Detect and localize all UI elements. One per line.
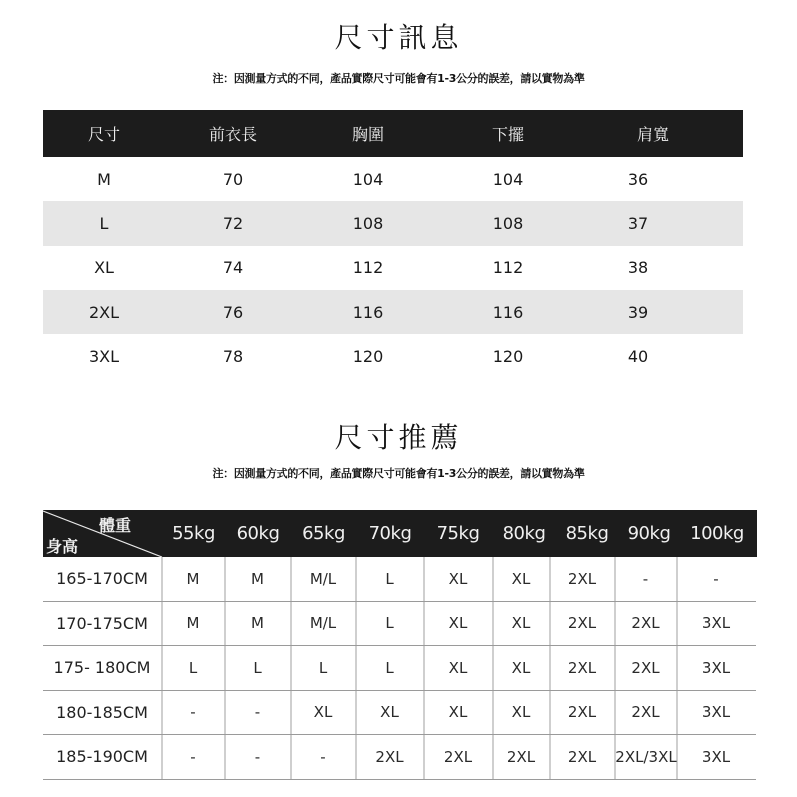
cell-size: L xyxy=(99,213,109,233)
size-cell: 3XL xyxy=(701,658,731,677)
size-cell: 3XL xyxy=(701,614,731,633)
size-cell: 2XL xyxy=(631,614,660,633)
height-label: 身高 xyxy=(46,537,79,556)
cell-hem: 112 xyxy=(492,258,524,278)
size-cell: M/L xyxy=(309,569,337,588)
table-row xyxy=(43,735,756,780)
header-front-length: 前衣長 xyxy=(208,125,257,144)
table-row xyxy=(43,646,756,691)
size-info-note: 注：因測量方式的不同，產品實際尺寸可能會有1-3公分的誤差，請以實物為準 xyxy=(212,72,585,85)
size-cell: L xyxy=(318,658,328,677)
cell-hem: 108 xyxy=(492,213,524,233)
size-recommend-table xyxy=(43,510,757,780)
cell-front-length: 74 xyxy=(222,258,244,278)
size-cell: - xyxy=(190,747,196,766)
header-hem: 下擺 xyxy=(491,125,524,144)
size-cell: XL xyxy=(511,703,531,722)
cell-front-length: 70 xyxy=(222,169,244,189)
cell-shoulder: 40 xyxy=(627,346,649,366)
cell-size: 3XL xyxy=(88,346,120,366)
size-cell: 2XL xyxy=(567,614,597,633)
cell-hem: 116 xyxy=(492,302,524,322)
header-weight: 80kg xyxy=(502,523,546,544)
size-cell: XL xyxy=(511,614,531,633)
table-row xyxy=(43,602,756,647)
size-cell: XL xyxy=(448,614,468,633)
cell-hem: 104 xyxy=(492,169,524,189)
size-recommend-note: 注：因測量方式的不同，產品實際尺寸可能會有1-3公分的誤差，請以實物為準 xyxy=(212,467,585,480)
size-recommend-header-row xyxy=(43,510,757,557)
size-cell: M xyxy=(186,569,200,588)
height-range: 185-190CM xyxy=(56,747,148,767)
size-cell: - xyxy=(320,747,326,766)
weight-label: 體重 xyxy=(99,516,132,535)
corner-header xyxy=(43,510,162,557)
size-cell: 2XL xyxy=(631,658,660,677)
cell-chest: 108 xyxy=(352,213,384,233)
size-cell: XL xyxy=(380,703,399,722)
size-cell: 2XL xyxy=(567,658,597,677)
size-cell: 2XL xyxy=(443,747,473,766)
size-cell: L xyxy=(385,658,394,677)
header-weight: 60kg xyxy=(236,523,280,544)
size-cell: 2XL xyxy=(567,569,597,588)
cell-front-length: 76 xyxy=(222,302,244,322)
height-range: 165-170CM xyxy=(56,569,148,589)
cell-size: XL xyxy=(94,258,114,278)
size-cell: M xyxy=(251,614,264,633)
size-info-table xyxy=(43,110,743,378)
table-row xyxy=(43,246,743,290)
size-cell: 3XL xyxy=(701,703,731,722)
size-cell: M xyxy=(251,569,264,588)
table-row xyxy=(43,201,743,245)
table-row xyxy=(43,691,756,736)
table-row xyxy=(43,157,743,201)
size-cell: XL xyxy=(511,569,531,588)
header-weight: 100kg xyxy=(690,523,744,544)
size-cell: XL xyxy=(448,658,468,677)
size-cell: 2XL xyxy=(567,703,597,722)
size-cell: M/L xyxy=(309,614,337,633)
cell-chest: 112 xyxy=(352,258,384,278)
cell-size: 2XL xyxy=(88,302,120,322)
cell-hem: 120 xyxy=(492,346,524,366)
table-row xyxy=(43,290,743,334)
header-weight: 55kg xyxy=(172,523,215,544)
size-cell: - xyxy=(713,569,719,588)
header-shoulder: 肩寬 xyxy=(636,125,669,144)
header-weight: 70kg xyxy=(368,523,412,544)
size-cell: 3XL xyxy=(701,747,731,766)
cell-chest: 116 xyxy=(352,302,384,322)
size-cell: 2XL/3XL xyxy=(615,747,677,766)
size-cell: XL xyxy=(511,658,531,677)
size-cell: - xyxy=(254,747,261,766)
table-row xyxy=(43,557,756,602)
size-cell: - xyxy=(190,703,196,722)
size-cell: - xyxy=(642,569,649,588)
size-cell: L xyxy=(385,569,394,588)
cell-shoulder: 36 xyxy=(627,169,649,189)
header-weight: 90kg xyxy=(627,523,671,544)
size-cell: 2XL xyxy=(375,747,404,766)
size-cell: L xyxy=(253,658,262,677)
cell-shoulder: 38 xyxy=(627,258,649,278)
size-cell: 2XL xyxy=(567,747,597,766)
size-cell: 2XL xyxy=(506,747,536,766)
size-cell: L xyxy=(385,614,394,633)
cell-shoulder: 39 xyxy=(627,302,649,322)
cell-chest: 104 xyxy=(352,169,384,189)
size-cell: L xyxy=(188,658,198,677)
size-cell: M xyxy=(186,614,200,633)
cell-chest: 120 xyxy=(352,346,384,366)
size-cell: XL xyxy=(448,703,468,722)
cell-shoulder: 37 xyxy=(627,213,649,233)
header-weight: 65kg xyxy=(302,523,345,544)
header-size: 尺寸 xyxy=(87,125,120,144)
size-cell: - xyxy=(254,703,261,722)
header-chest: 胸圍 xyxy=(351,125,384,144)
height-range: 170-175CM xyxy=(56,613,148,633)
header-weight: 75kg xyxy=(436,523,480,544)
cell-size: M xyxy=(97,169,111,189)
header-weight: 85kg xyxy=(565,523,609,544)
size-cell: XL xyxy=(448,569,468,588)
size-info-header-row xyxy=(43,110,743,157)
cell-front-length: 78 xyxy=(222,346,244,366)
size-info-title: 尺寸訊息 xyxy=(334,21,463,54)
table-row xyxy=(43,334,743,378)
size-cell: XL xyxy=(313,703,333,722)
height-range: 180-185CM xyxy=(56,702,148,722)
cell-front-length: 72 xyxy=(222,213,244,233)
size-recommend-title: 尺寸推薦 xyxy=(334,421,463,454)
size-cell: 2XL xyxy=(631,703,660,722)
height-range: 175- 180CM xyxy=(53,658,151,678)
